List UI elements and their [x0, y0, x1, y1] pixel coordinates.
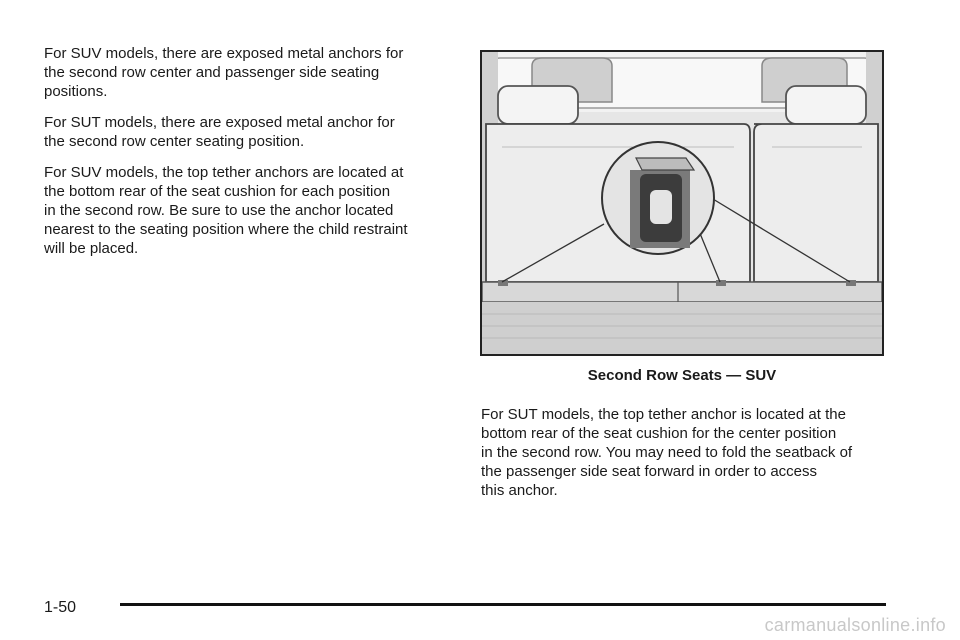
- figure-caption: Second Row Seats — SUV: [587, 367, 777, 384]
- second-row-seats-illustration: [480, 50, 884, 356]
- left-column: [44, 44, 454, 270]
- paragraph-sut-exposed-anchor: For SUT models, there are exposed metal anchor for the second row center seating position.: [44, 114, 395, 150]
- paragraph-sut-tether-location: For SUT models, the top tether anchor is located at the bottom rear of the seat cushion for the center position in the second row. You may need to fold the seatback of the passenger side seat forward in order to access this anchor.: [481, 406, 853, 499]
- seat-drawing: [482, 52, 882, 354]
- page-number: 1-50: [44, 599, 77, 616]
- paragraph-suv-tether-location: For SUV models, the top tether anchors are located at the bottom rear of the seat cushion for each position in the second row. Be sure to use the anchor located nearest to the seating position where the child restraint will be placed.: [44, 164, 408, 257]
- right-column: [481, 405, 891, 512]
- paragraph-suv-exposed-anchors: For SUV models, there are exposed metal anchors for the second row center and passenger side seating positions.: [44, 45, 404, 100]
- footer-rule: [120, 603, 886, 606]
- watermark: carmanualsonline.info: [764, 615, 946, 635]
